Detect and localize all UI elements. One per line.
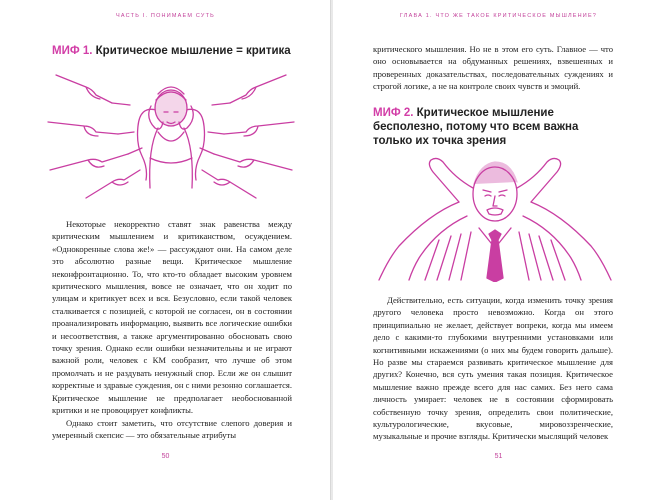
left-page (0, 0, 331, 500)
myth-2-title: Критическое мышление бесполезно, потому что всем важна только их точка зрения (373, 107, 579, 147)
left-page-number: 50 (161, 453, 170, 460)
pointing-hands-illustration (46, 70, 296, 200)
myth-1-label: МИФ 1. (52, 45, 93, 57)
myth-1-title: Критическое мышление = критика (92, 45, 291, 57)
right-paragraph-1: Действительно, есть ситуации, когда изменить точку зрения другого человека просто невозможно. Когда он этого принципиально не желает, действует вопреки, когда мы имеем дело с какими-то глубокими внутренними установками или когнитивными искажениями (о них мы будем говорить дальше). Но разве мы стараемся развивать критическое мышление для других? Конечно, вся суть умения такая позиция. Критическое мышление важно прежде всего для нас самих. Без него сама личность умирает: человек не в состоянии сформировать собственную точку зрения, определить свои политические, культурологические, вкусовые, мировоззренческие, музыкальные и прочие взгляды. Критически мыслящий человек (373, 295, 613, 442)
myth-2-heading (373, 106, 618, 148)
right-page (333, 0, 664, 500)
left-body-text (52, 218, 292, 441)
pointing-hand-mid-left-icon (48, 122, 134, 136)
man-covering-ears-illustration (375, 146, 615, 282)
right-running-head: ГЛАВА 1. ЧТО ЖЕ ТАКОЕ КРИТИЧЕСКОЕ МЫШЛЕНИЕ? (399, 13, 598, 19)
right-page-number: 51 (494, 453, 503, 460)
myth-1-heading (52, 44, 292, 58)
pointing-hand-low-left-icon (50, 148, 142, 170)
pointing-hand-top-right-icon (212, 75, 286, 105)
pointing-hand-low-right-icon (200, 148, 292, 170)
right-top-text (373, 43, 613, 93)
pointing-hand-bottom-right-icon (202, 170, 256, 198)
left-running-head: ЧАСТЬ I. ПОНИМАЕМ СУТЬ (116, 13, 215, 19)
woman-covering-ears-icon (138, 87, 205, 188)
right-top-paragraph: критического мышления. Но не в этом его суть. Главное — что оно основывается на обдуманных решениях, взвешенных и проверенных доказательствах, последовательных суждениях и строгой логике, а не на контроле своих чувств и эмоций. (373, 44, 613, 92)
pointing-hand-mid-right-icon (208, 122, 294, 136)
pointing-hand-bottom-left-icon (86, 170, 140, 198)
myth-2-label: МИФ 2. (373, 107, 414, 119)
left-paragraph-1: Некоторые некорректно ставят знак равенства между критическим мышлением и критиканством, осуждением. «Однокоренные слова же!» — рассуждают они. На самом деле это абсолютно разные вещи. Критическое мышление неконфронтационно. То, что кто-то обладает высоким уровнем критического мышления, вовсе не означает, что он ходит по улицам и критикует всех и вся. Безусловно, если такой человек сталкивается с позицией, с которой не согласен, он в состоянии проанализировать информацию, выявить все логические ошибки и несоответствия, а также аргументированно обосновать свою точку зрения. Однако если ошибки незначительны и не играют важной роли, человек с КМ сообразит, что лучше об этом промолчать и не раздувать ненужный спор. Если же он слышит корректные и здравые суждения, он с ними резонно соглашается. Критическое мышление не предполагает необоснованной критики и не провоцирует конфликты. (52, 219, 292, 416)
left-paragraph-2: Однако стоит заметить, что отсутствие слепого доверия и умеренный скепсис — это обязательные атрибуты (52, 417, 292, 440)
pointing-hand-top-left-icon (56, 75, 130, 105)
right-body-text (373, 294, 613, 443)
